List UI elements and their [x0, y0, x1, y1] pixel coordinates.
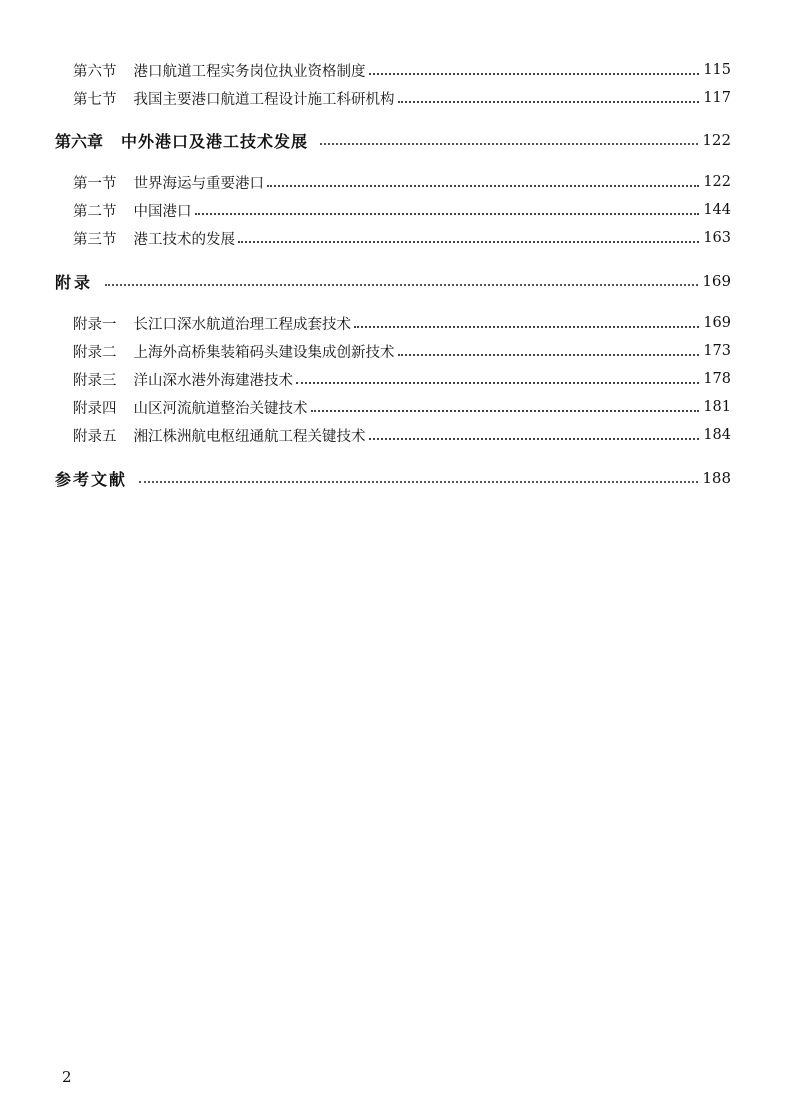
dot-leader [369, 438, 700, 440]
dot-leader [311, 410, 700, 412]
toc-section-row[interactable] [73, 198, 731, 222]
toc-section-row[interactable] [73, 395, 731, 419]
toc-page-number: 181 [703, 399, 731, 415]
toc-label: 第三节 [73, 231, 117, 248]
dot-leader [320, 143, 698, 145]
toc-label: 参考文献 [55, 469, 128, 489]
toc-title: 湘江株洲航电枢纽通航工程关键技术 [133, 428, 366, 445]
toc-page-number: 169 [703, 315, 731, 331]
dot-leader [238, 241, 699, 243]
toc-section-row[interactable] [73, 226, 731, 250]
toc-label: 附录五 [73, 428, 117, 445]
toc-section-row[interactable] [73, 170, 731, 194]
toc-section-row[interactable] [73, 423, 731, 447]
toc-label: 附录三 [73, 372, 117, 389]
page-number: 2 [62, 1068, 72, 1086]
toc-section-row[interactable] [73, 86, 731, 110]
toc-chapter-row[interactable] [55, 269, 731, 293]
dot-leader [105, 284, 698, 286]
toc-page-number: 144 [703, 202, 731, 218]
toc-title: 港口航道工程实务岗位执业资格制度 [133, 63, 366, 80]
toc-page-number: 122 [702, 131, 731, 149]
toc-title: 长江口深水航道治理工程成套技术 [133, 316, 351, 333]
toc-page-number: 188 [702, 469, 731, 487]
toc-page-number: 122 [703, 174, 731, 190]
dot-leader [398, 354, 700, 356]
dot-leader [139, 481, 698, 483]
dot-leader [369, 73, 700, 75]
toc-label: 第七节 [73, 91, 117, 108]
toc-chapter-row[interactable] [55, 466, 731, 490]
toc-section-row[interactable] [73, 311, 731, 335]
dot-leader [296, 382, 699, 384]
toc-label: 第六章 [55, 131, 104, 151]
toc-title: 世界海运与重要港口 [133, 175, 264, 192]
toc-page-number: 117 [703, 90, 731, 106]
toc-label: 第二节 [73, 203, 117, 220]
toc-page-number: 178 [703, 371, 731, 387]
toc-page-number: 169 [702, 272, 731, 290]
toc-section-row[interactable] [73, 58, 731, 82]
toc-section-row[interactable] [73, 339, 731, 363]
toc-label: 第一节 [73, 175, 117, 192]
toc-label: 第六节 [73, 63, 117, 80]
toc-label: 附录 [55, 272, 94, 292]
toc-title: 上海外高桥集装箱码头建设集成创新技术 [133, 344, 395, 361]
dot-leader [267, 185, 699, 187]
toc-chapter-row[interactable] [55, 128, 731, 152]
toc-title: 山区河流航道整治关键技术 [133, 400, 308, 417]
toc-page-number: 163 [703, 230, 731, 246]
toc-title: 中国港口 [133, 203, 192, 220]
toc-page-number: 173 [703, 343, 731, 359]
toc-title: 中外港口及港工技术发展 [121, 131, 309, 151]
toc-page-number: 115 [703, 62, 731, 78]
toc-label: 附录四 [73, 400, 117, 417]
dot-leader [195, 213, 700, 215]
toc-section-row[interactable] [73, 367, 731, 391]
dot-leader [354, 326, 699, 328]
toc-page-number: 184 [703, 427, 731, 443]
toc-title: 我国主要港口航道工程设计施工科研机构 [133, 91, 395, 108]
toc-label: 附录二 [73, 344, 117, 361]
dot-leader [398, 101, 700, 103]
toc-label: 附录一 [73, 316, 117, 333]
toc-title: 港工技术的发展 [133, 231, 235, 248]
toc-title: 洋山深水港外海建港技术 [133, 372, 293, 389]
